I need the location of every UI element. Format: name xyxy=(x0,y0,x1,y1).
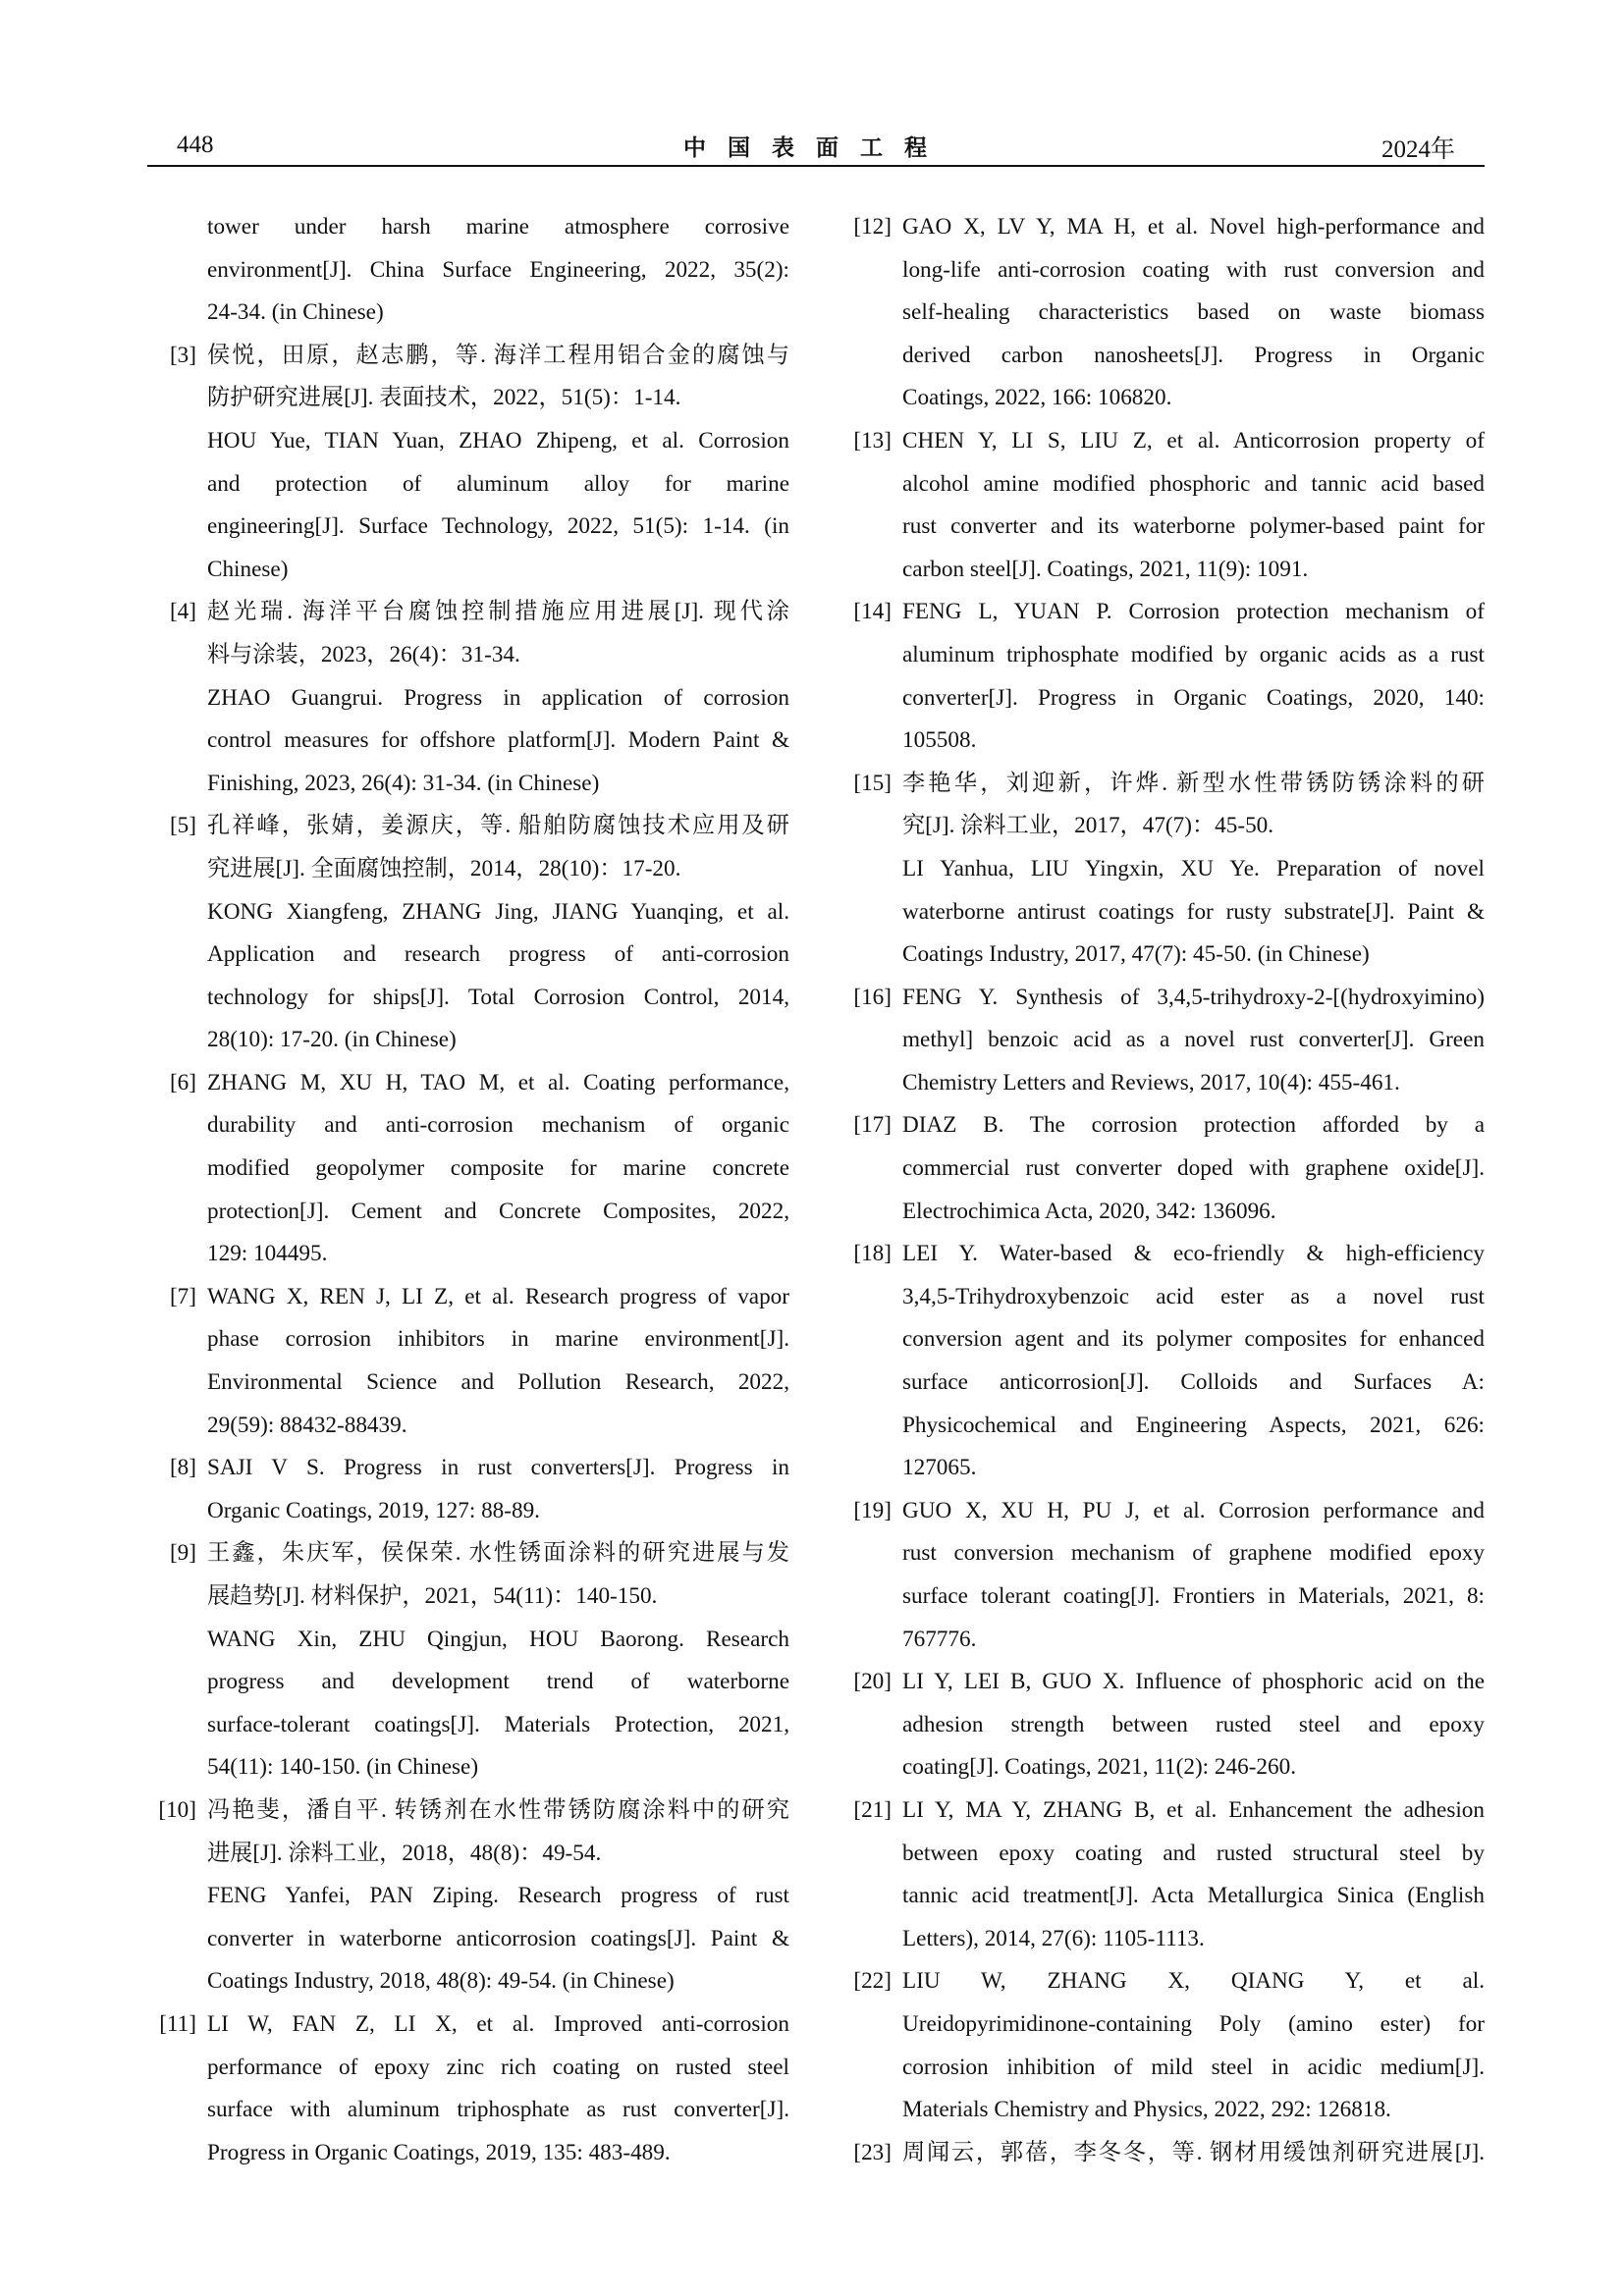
running-header xyxy=(147,128,1485,167)
reference-line: phase corrosion inhibitors in marine environment[J]. xyxy=(207,1326,789,1353)
reference-line: LEI Y. Water-based & eco-friendly & high-efficiency xyxy=(902,1241,1485,1267)
reference-line: 孔祥峰，张婧，姜源庆，等. 船舶防腐蚀技术应用及研 xyxy=(207,813,789,839)
reference-line: control measures for offshore platform[J]. Modern Paint & xyxy=(207,727,789,754)
reference-line: SAJI V S. Progress in rust converters[J]. Progress in xyxy=(207,1455,789,1481)
reference-entry xyxy=(842,1104,1485,1233)
reference-number: [12] xyxy=(853,214,892,240)
reference-line: tannic acid treatment[J]. Acta Metallurgica Sinica (English xyxy=(902,1883,1485,1909)
reference-line: 54(11): 140-150. (in Chinese) xyxy=(207,1754,479,1781)
reference-entry xyxy=(147,1062,789,1276)
reference-line: 赵光瑞. 海洋平台腐蚀控制措施应用进展[J]. 现代涂 xyxy=(207,599,789,625)
reference-line: rust conversion mechanism of graphene modified epoxy xyxy=(902,1540,1485,1567)
reference-number: [19] xyxy=(853,1497,892,1523)
reference-number: [14] xyxy=(853,599,892,625)
reference-line: 王鑫，朱庆军，侯保荣. 水性锈面涂料的研究进展与发 xyxy=(207,1540,789,1567)
reference-line: and protection of aluminum alloy for marine xyxy=(207,470,789,497)
reference-line: CHEN Y, LI S, LIU Z, et al. Anticorrosion property of xyxy=(902,427,1485,454)
reference-entry xyxy=(842,591,1485,762)
reference-number: [20] xyxy=(853,1669,892,1695)
reference-number: [5] xyxy=(169,813,196,839)
reference-number: [18] xyxy=(853,1241,892,1267)
reference-line: Coatings Industry, 2017, 47(7): 45-50. (in Chinese) xyxy=(902,941,1370,968)
right-column xyxy=(842,206,1485,2174)
left-column xyxy=(147,206,789,2174)
reference-entry xyxy=(147,591,789,805)
reference-line: 24-34. (in Chinese) xyxy=(207,299,384,326)
reference-line: LI Yanhua, LIU Yingxin, XU Ye. Preparation of novel xyxy=(902,855,1485,881)
reference-line: WANG Xin, ZHU Qingjun, HOU Baorong. Research xyxy=(207,1626,789,1652)
reference-number: [8] xyxy=(169,1455,196,1481)
reference-line: corrosion inhibition of mild steel in acidic medium[J]. xyxy=(902,2054,1485,2080)
reference-line: surface-tolerant coatings[J]. Materials Protection, 2021, xyxy=(207,1711,789,1737)
reference-line: 侯悦，田原，赵志鹏，等. 海洋工程用铝合金的腐蚀与 xyxy=(207,342,789,368)
reference-entry xyxy=(147,206,789,335)
reference-line: FENG Y. Synthesis of 3,4,5-trihydroxy-2-[(hydroxyimino) xyxy=(902,984,1485,1010)
reference-entry xyxy=(147,805,789,1062)
reference-line: GAO X, LV Y, MA H, et al. Novel high-performance and xyxy=(902,214,1485,240)
reference-entry xyxy=(842,1960,1485,2131)
reference-number: [15] xyxy=(853,770,892,796)
reference-line: LIU W, ZHANG X, QIANG Y, et al. xyxy=(902,1968,1485,1995)
reference-line: methyl] benzoic acid as a novel rust converter[J]. Green xyxy=(902,1027,1485,1053)
publication-year: 2024年 xyxy=(1380,136,1455,163)
reference-line: adhesion strength between rusted steel and epoxy xyxy=(902,1711,1485,1737)
reference-line: engineering[J]. Surface Technology, 2022, 51(5): 1-14. (in xyxy=(207,513,789,540)
reference-entry xyxy=(147,1532,789,1789)
reference-line: 767776. xyxy=(902,1626,977,1652)
reference-line: surface tolerant coating[J]. Frontiers in Materials, 2021, 8: xyxy=(902,1583,1485,1609)
reference-line: Application and research progress of anti-corrosion xyxy=(207,941,789,968)
reference-number: [13] xyxy=(853,427,892,454)
reference-line: Coatings Industry, 2018, 48(8): 49-54. (in Chinese) xyxy=(207,1968,675,1995)
reference-line: derived carbon nanosheets[J]. Progress in Organic xyxy=(902,342,1485,368)
reference-line: Progress in Organic Coatings, 2019, 135: 483-489. xyxy=(207,2139,671,2165)
reference-entry xyxy=(842,1661,1485,1789)
reference-line: FENG Yanfei, PAN Ziping. Research progress of rust xyxy=(207,1883,789,1909)
reference-line: 129: 104495. xyxy=(207,1241,328,1267)
reference-number: [9] xyxy=(169,1540,196,1567)
reference-number: [22] xyxy=(853,1968,892,1995)
reference-line: coating[J]. Coatings, 2021, 11(2): 246-260. xyxy=(902,1754,1297,1781)
reference-entry xyxy=(842,1789,1485,1960)
reference-line: aluminum triphosphate modified by organic acids as a rust xyxy=(902,641,1485,667)
reference-entry xyxy=(842,1490,1485,1661)
reference-line: protection[J]. Cement and Concrete Composites, 2022, xyxy=(207,1198,789,1224)
reference-line: Environmental Science and Pollution Research, 2022, xyxy=(207,1369,789,1396)
reference-line: waterborne antirust coatings for rusty substrate[J]. Paint & xyxy=(902,898,1485,925)
reference-line: 127065. xyxy=(902,1455,977,1481)
reference-line: surface with aluminum triphosphate as rust converter[J]. xyxy=(207,2097,789,2123)
reference-line: 29(59): 88432-88439. xyxy=(207,1412,407,1438)
reference-number: [4] xyxy=(169,599,196,625)
reference-line: LI Y, MA Y, ZHANG B, et al. Enhancement the adhesion xyxy=(902,1796,1485,1823)
reference-line: Letters), 2014, 27(6): 1105-1113. xyxy=(902,1925,1205,1951)
reference-entry xyxy=(842,763,1485,977)
reference-line: Chinese) xyxy=(207,556,289,582)
reference-entry xyxy=(147,2003,789,2174)
reference-entry xyxy=(147,335,789,592)
reference-line: FENG L, YUAN P. Corrosion protection mechanism of xyxy=(902,599,1485,625)
reference-number: [3] xyxy=(169,342,196,368)
reference-line: Organic Coatings, 2019, 127: 88-89. xyxy=(207,1497,540,1523)
reference-line: modified geopolymer composite for marine concrete xyxy=(207,1155,789,1182)
reference-number: [6] xyxy=(169,1069,196,1095)
reference-line: conversion agent and its polymer composites for enhanced xyxy=(902,1326,1485,1353)
reference-line: Physicochemical and Engineering Aspects, 2021, 626: xyxy=(902,1412,1485,1438)
reference-line: rust converter and its waterborne polymer-based paint for xyxy=(902,513,1485,540)
reference-line: technology for ships[J]. Total Corrosion Control, 2014, xyxy=(207,984,789,1010)
reference-line: converter[J]. Progress in Organic Coatings, 2020, 140: xyxy=(902,684,1485,711)
reference-line: between epoxy coating and rusted structural steel by xyxy=(902,1840,1485,1866)
reference-line: Coatings, 2022, 166: 106820. xyxy=(902,385,1172,411)
reference-number: [21] xyxy=(853,1796,892,1823)
reference-entry xyxy=(147,1789,789,2003)
reference-line: carbon steel[J]. Coatings, 2021, 11(9): 1091. xyxy=(902,556,1309,582)
reference-line: 料与涂装，2023，26(4)：31-34. xyxy=(207,641,520,667)
reference-line: durability and anti-corrosion mechanism of organic xyxy=(207,1112,789,1139)
reference-entry xyxy=(842,1233,1485,1490)
reference-line: 105508. xyxy=(902,727,977,754)
reference-number: [7] xyxy=(169,1283,196,1309)
reference-line: 冯艳斐，潘自平. 转锈剂在水性带锈防腐涂料中的研究 xyxy=(207,1796,789,1823)
reference-line: HOU Yue, TIAN Yuan, ZHAO Zhipeng, et al. Corrosion xyxy=(207,427,789,454)
reference-line: environment[J]. China Surface Engineering, 2022, 35(2): xyxy=(207,256,789,283)
reference-number: [11] xyxy=(159,2010,196,2037)
reference-entry xyxy=(842,977,1485,1105)
reference-entry xyxy=(147,1447,789,1532)
reference-entry xyxy=(147,1276,789,1447)
reference-number: [10] xyxy=(158,1796,196,1823)
journal-title: 中国表面工程 xyxy=(683,135,948,160)
reference-number: [23] xyxy=(853,2139,892,2165)
reference-entry xyxy=(842,206,1485,420)
reference-line: Ureidopyrimidinone-containing Poly (amino ester) for xyxy=(902,2010,1485,2037)
reference-line: Materials Chemistry and Physics, 2022, 292: 126818. xyxy=(902,2097,1391,2123)
reference-line: 究进展[J]. 全面腐蚀控制，2014，28(10)：17-20. xyxy=(207,855,681,881)
reference-line: Electrochimica Acta, 2020, 342: 136096. xyxy=(902,1198,1276,1224)
reference-line: DIAZ B. The corrosion protection afforded by a xyxy=(902,1112,1485,1139)
reference-line: Chemistry Letters and Reviews, 2017, 10(4): 455-461. xyxy=(902,1069,1400,1095)
reference-line: progress and development trend of waterborne xyxy=(207,1669,789,1695)
reference-line: 周闻云，郭蓓，李冬冬，等. 钢材用缓蚀剂研究进展[J]. xyxy=(902,2139,1485,2165)
reference-line: LI W, FAN Z, LI X, et al. Improved anti-corrosion xyxy=(207,2010,789,2037)
reference-line: LI Y, LEI B, GUO X. Influence of phosphoric acid on the xyxy=(902,1669,1485,1695)
reference-entry xyxy=(842,420,1485,591)
reference-line: ZHAO Guangrui. Progress in application of corrosion xyxy=(207,684,789,711)
reference-line: 28(10): 17-20. (in Chinese) xyxy=(207,1027,457,1053)
page-number: 448 xyxy=(177,132,214,158)
reference-line: GUO X, XU H, PU J, et al. Corrosion performance and xyxy=(902,1497,1485,1523)
reference-line: self-healing characteristics based on waste biomass xyxy=(902,299,1485,326)
reference-line: long-life anti-corrosion coating with rust conversion and xyxy=(902,256,1485,283)
reference-line: commercial rust converter doped with graphene oxide[J]. xyxy=(902,1155,1485,1182)
reference-line: 究[J]. 涂料工业，2017，47(7)：45-50. xyxy=(902,813,1274,839)
reference-line: WANG X, REN J, LI Z, et al. Research progress of vapor xyxy=(207,1283,789,1309)
reference-line: surface anticorrosion[J]. Colloids and Surfaces A: xyxy=(902,1369,1485,1396)
reference-line: 李艳华，刘迎新，许烨. 新型水性带锈防锈涂料的研 xyxy=(902,770,1485,796)
reference-line: performance of epoxy zinc rich coating on rusted steel xyxy=(207,2054,789,2080)
reference-line: tower under harsh marine atmosphere corrosive xyxy=(207,214,789,240)
reference-line: alcohol amine modified phosphoric and tannic acid based xyxy=(902,470,1485,497)
reference-entry xyxy=(842,2132,1485,2175)
reference-number: [17] xyxy=(853,1112,892,1139)
reference-line: 3,4,5-Trihydroxybenzoic acid ester as a novel rust xyxy=(902,1283,1485,1309)
reference-line: Finishing, 2023, 26(4): 31-34. (in Chinese) xyxy=(207,770,600,796)
reference-line: 防护研究进展[J]. 表面技术，2022，51(5)：1-14. xyxy=(207,385,681,411)
reference-line: converter in waterborne anticorrosion coatings[J]. Paint & xyxy=(207,1925,789,1951)
reference-line: 展趋势[J]. 材料保护，2021，54(11)：140-150. xyxy=(207,1583,658,1609)
reference-number: [16] xyxy=(853,984,892,1010)
reference-line: KONG Xiangfeng, ZHANG Jing, JIANG Yuanqing, et al. xyxy=(207,898,789,925)
reference-line: 进展[J]. 涂料工业，2018，48(8)：49-54. xyxy=(207,1840,602,1866)
header-rule xyxy=(147,165,1485,167)
reference-line: ZHANG M, XU H, TAO M, et al. Coating performance, xyxy=(207,1069,789,1095)
